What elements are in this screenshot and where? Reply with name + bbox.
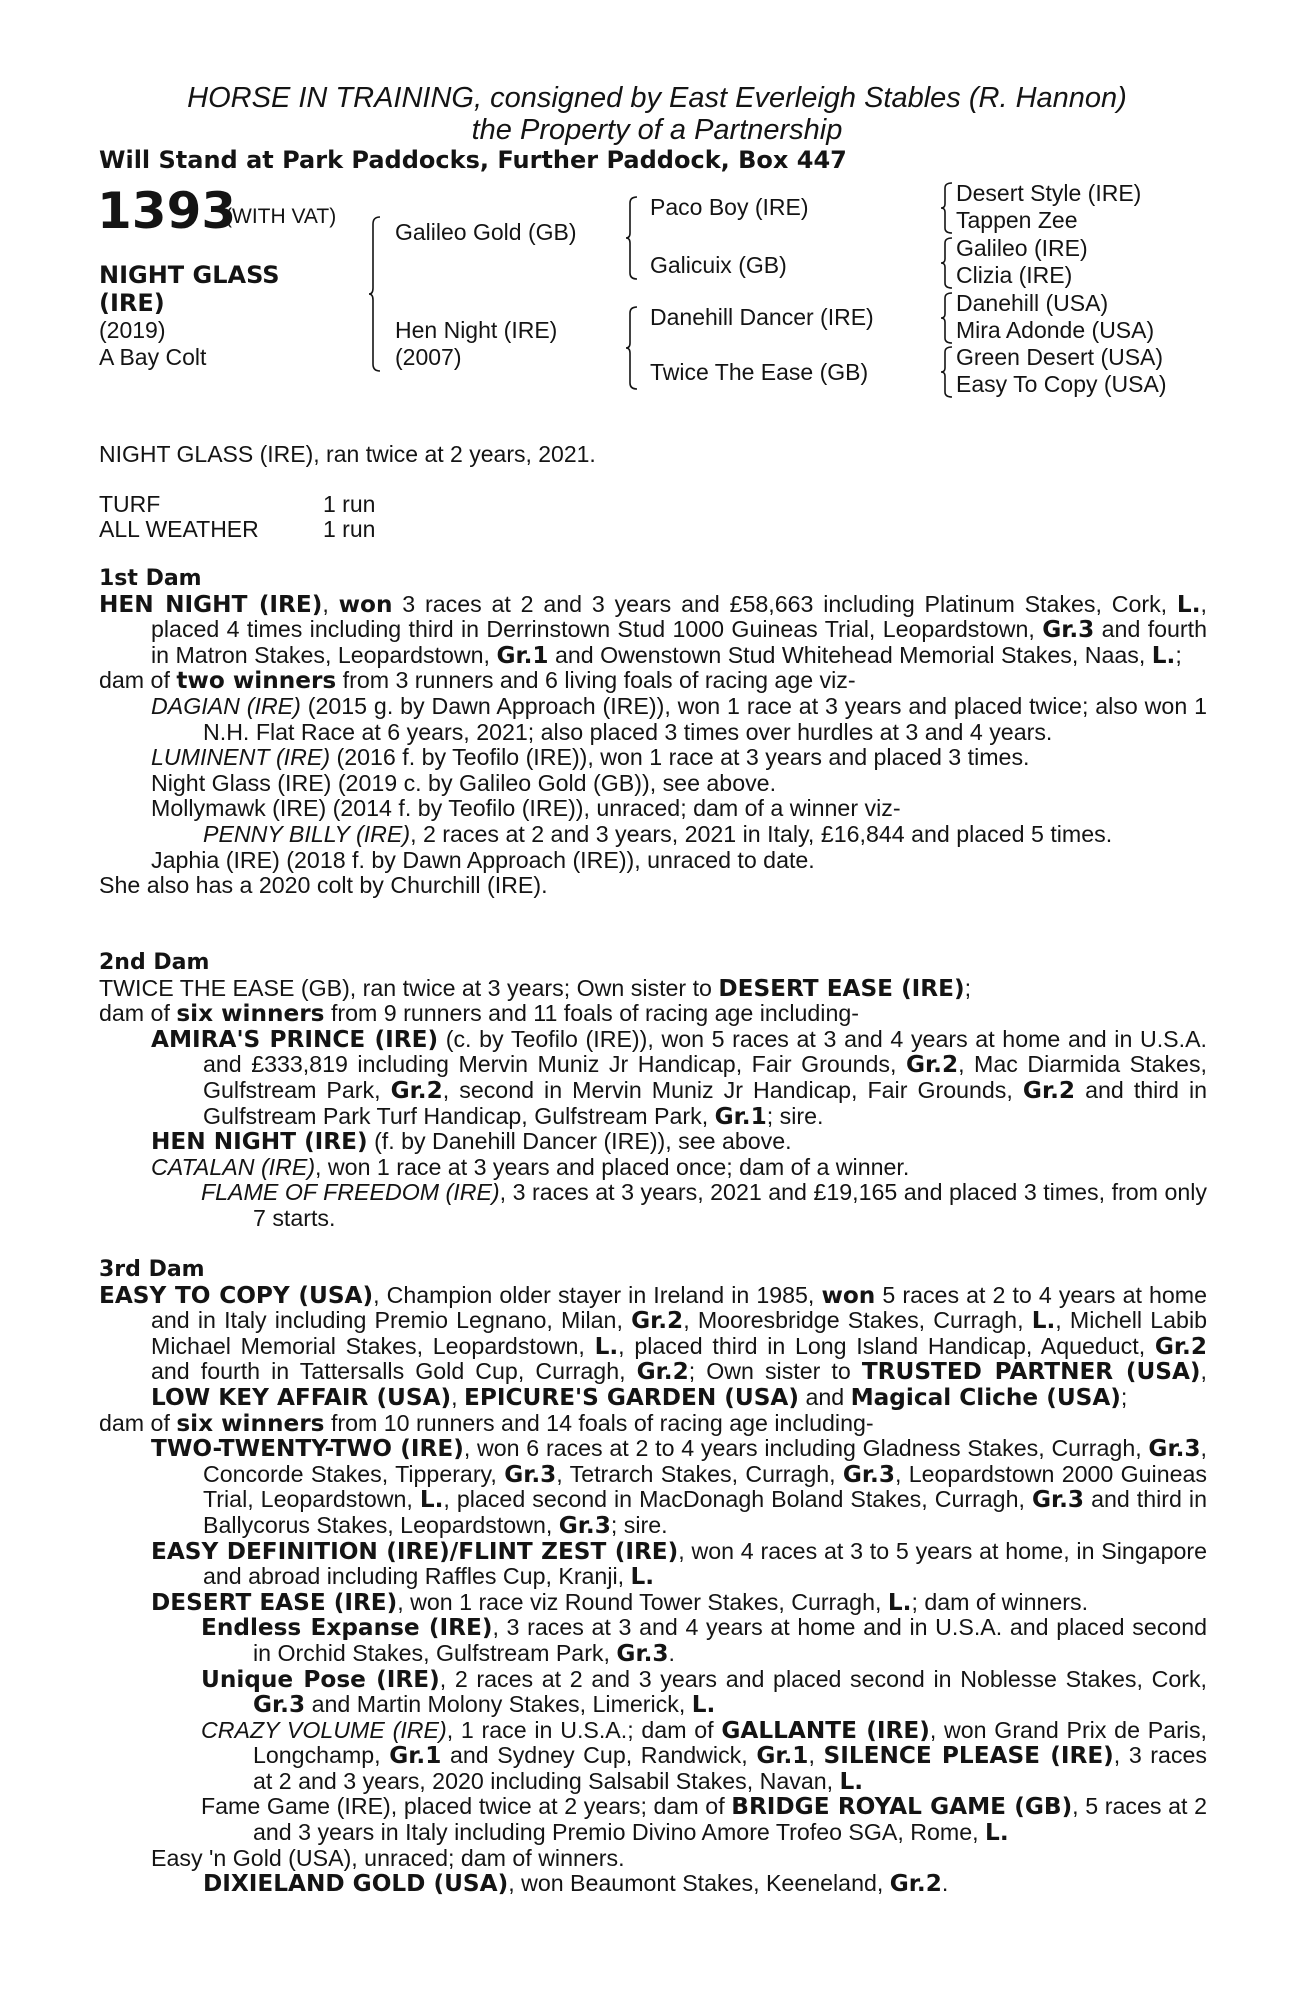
pedigree-brace-sire [625,196,639,280]
produce-catalan: CATALAN (IRE), won 1 race at 3 years and placed once; dam of a winner. [151,1153,910,1180]
sire-name: Galileo Gold (GB) [395,219,577,245]
first-dam-heading: 1st Dam [99,566,202,591]
produce-mollymawk: Mollymawk (IRE) (2014 f. by Teofilo (IRE)), unraced; dam of a winner viz- [151,795,901,822]
race-summary: NIGHT GLASS (IRE), ran twice at 2 years, 2021. [99,441,596,467]
hen-night-record: HEN NIGHT (IRE), won 3 races at 2 and 3 years and £58,663 including Platinum Stakes, Cork, L., placed 4 times including third in Derrinstown Stud 1000 Guineas Trial, Leopardstown, Gr.3 and fourth in Matron Stakes, Leopardstown, Gr.1 and Owenstown Stud Whitehead Memorial Stakes, Naas, L.; [99,590,1207,669]
produce-luminent: LUMINENT (IRE) (2016 f. by Teofilo (IRE)), won 1 race at 3 years and placed 3 times. [151,744,1030,771]
vat-note: (WITH VAT) [225,205,337,228]
stand-location: Will Stand at Park Paddocks, Further Paddock, Box 447 [99,146,847,174]
ancestor-easy-to-copy: Easy To Copy (USA) [956,371,1167,397]
produce-night-glass: Night Glass (IRE) (2019 c. by Galileo Gold (GB)), see above. [151,769,777,796]
produce-dagian: DAGIAN (IRE) (2015 g. by Dawn Approach (IRE)), won 1 race at 3 years and placed twice; also won 1 N.H. Flat Race at 6 years, 2021; also placed 3 times over hurdles at 3 and 4 years. [151,692,1207,745]
produce-amiras-prince: AMIRA'S PRINCE (IRE) (c. by Teofilo (IRE)), won 5 races at 3 and 4 years at home and in U.S.A. and £333,819 including Mervin Muniz Jr Handicap, Fair Grounds, Gr.2, Mac Diarmida Stakes, Gulfstream Park, Gr.2, second in Mervin Muniz Jr Handicap, Fair Grounds, Gr.2 and third in Gulfstream Park Turf Handicap, Gulfstream Park, Gr.1; sire. [151,1025,1208,1130]
produce-crazy-volume: CRAZY VOLUME (IRE), 1 race in U.S.A.; dam of GALLANTE (IRE), won Grand Prix de Paris, Longchamp, Gr.1 and Sydney Cup, Randwick, Gr.1, SILENCE PLEASE (IRE), 3 races at 2 and 3 years, 2020 including Salsabil Stakes, Navan, L. [201,1716,1208,1795]
produce-easy-n-gold: Easy 'n Gold (USA), unraced; dam of winners. [151,1844,625,1871]
produce-dixieland-gold: DIXIELAND GOLD (USA), won Beaumont Stakes, Keeneland, Gr.2. [203,1870,949,1898]
produce-japhia: Japhia (IRE) (2018 f. by Dawn Approach (IRE)), unraced to date. [151,846,815,873]
pedigree-brace-g4 [940,346,954,398]
dam1-produce-summary: dam of two winners from 3 runners and 6 living foals of racing age viz- [99,667,856,695]
dam-name: Hen Night (IRE) [395,317,558,343]
twice-the-ease-record: TWICE THE EASE (GB), ran twice at 3 years; Own sister to DESERT EASE (IRE); [99,974,972,1002]
ancestor-tappen-zee: Tappen Zee [956,207,1078,233]
ancestor-mira-adonde: Mira Adonde (USA) [956,317,1155,343]
second-dam-heading: 2nd Dam [99,950,210,975]
horse-description: A Bay Colt [99,344,207,370]
produce-two-twenty-two: TWO-TWENTY-TWO (IRE), won 6 races at 2 to 4 years including Gladness Stakes, Curragh, Gr.3, Concorde Stakes, Tipperary, Gr.3, Tetrarch Stakes, Curragh, Gr.3, Leopardstown 2000 Guineas Trial, Leopardstown, L., placed second in MacDonagh Boland Stakes, Curragh, Gr.3 and third in Ballycorus Stakes, Leopardstown, Gr.3; sire. [151,1435,1207,1539]
ancestor-desert-style: Desert Style (IRE) [956,180,1142,206]
hen-night-name: HEN NIGHT (IRE) [99,590,323,618]
dam-dam: Twice The Ease (GB) [650,359,869,385]
produce-endless-expanse: Endless Expanse (IRE), 3 races at 3 and 4 years at home and in U.S.A. and placed second in Orchid Stakes, Gulfstream Park, Gr.3. [201,1614,1207,1667]
pedigree-brace-g2 [940,237,954,289]
pedigree-brace-dam [625,306,639,390]
dam-year: (2007) [395,344,462,370]
produce-easy-definition: EASY DEFINITION (IRE)/FLINT ZEST (IRE), won 4 races at 3 to 5 years at home, in Singapore and abroad including Raffles Cup, Kranji, L. [151,1537,1207,1591]
first-dam-section [99,566,1207,899]
all-weather-runs: 1 run [323,516,376,542]
lot-number: 1393 [97,182,237,240]
produce-fame-game: Fame Game (IRE), placed twice at 2 years; dam of BRIDGE ROYAL GAME (GB), 5 races at 2 and 3 years in Italy including Premio Divino Amore Trofeo SGA, Rome, L. [201,1793,1207,1847]
sire-sire: Paco Boy (IRE) [650,194,809,220]
produce-unique-pose: Unique Pose (IRE), 2 races at 2 and 3 years and placed second in Noblesse Stakes, Cork, Gr.3 and Martin Molony Stakes, Limerick, L. [201,1665,1207,1719]
horse-country: (IRE) [99,289,165,317]
foaling-year: (2019) [99,317,166,343]
sire-dam: Galicuix (GB) [650,252,787,278]
produce-hen-night: HEN NIGHT (IRE) (f. by Danehill Dancer (IRE)), see above. [151,1128,792,1156]
ancestor-clizia: Clizia (IRE) [956,262,1073,288]
dam-sire: Danehill Dancer (IRE) [650,304,874,330]
ancestor-green-desert: Green Desert (USA) [956,344,1164,370]
all-weather-label: ALL WEATHER [99,516,259,542]
produce-2020-colt: She also has a 2020 colt by Churchill (IRE). [99,872,548,899]
third-dam-heading: 3rd Dam [99,1257,205,1282]
won-word: won [338,590,393,618]
produce-penny-billy: PENNY BILLY (IRE), 2 races at 2 and 3 years, 2021 in Italy, £16,844 and placed 5 times. [203,820,1113,847]
turf-label: TURF [99,491,161,517]
produce-desert-ease: DESERT EASE (IRE), won 1 race viz Round Tower Stakes, Curragh, L.; dam of winners. [151,1588,1089,1616]
consignor-heading: HORSE IN TRAINING, consigned by East Everleigh Stables (R. Hannon) [187,82,1127,114]
ancestor-galileo: Galileo (IRE) [956,235,1088,261]
produce-flame-of-freedom: FLAME OF FREEDOM (IRE), 3 races at 3 years, 2021 and £19,165 and placed 3 times, from only 7 starts. [201,1179,1208,1231]
ancestor-danehill: Danehill (USA) [956,290,1109,316]
turf-runs: 1 run [323,491,376,517]
second-dam-section [99,950,1207,1232]
property-heading: the Property of a Partnership [471,114,843,146]
easy-to-copy-record: EASY TO COPY (USA), Champion older stayer in Ireland in 1985, won 5 races at 2 to 4 years at home and in Italy including Premio Legnano, Milan, Gr.2, Mooresbridge Stakes, Curragh, L., Michell Labib Michael Memorial Stakes, Leopardstown, L., placed third in Long Island Handicap, Aqueduct, Gr.2 and fourth in Tattersalls Gold Cup, Curragh, Gr.2; Own sister to TRUSTED PARTNER (USA), LOW KEY AFFAIR (USA), EPICURE'S GARDEN (USA) and Magical Cliche (USA); [99,1281,1207,1411]
dam3-produce-summary: dam of six winners from 10 runners and 14 foals of racing age including- [99,1409,874,1437]
dam2-produce-summary: dam of six winners from 9 runners and 11 foals of racing age including- [99,1000,859,1028]
pedigree-brace-g1 [940,182,954,234]
pedigree-brace-main [368,216,382,372]
third-dam-section [99,1257,1207,1897]
pedigree-brace-g3 [940,292,954,344]
horse-name: NIGHT GLASS [99,261,280,289]
